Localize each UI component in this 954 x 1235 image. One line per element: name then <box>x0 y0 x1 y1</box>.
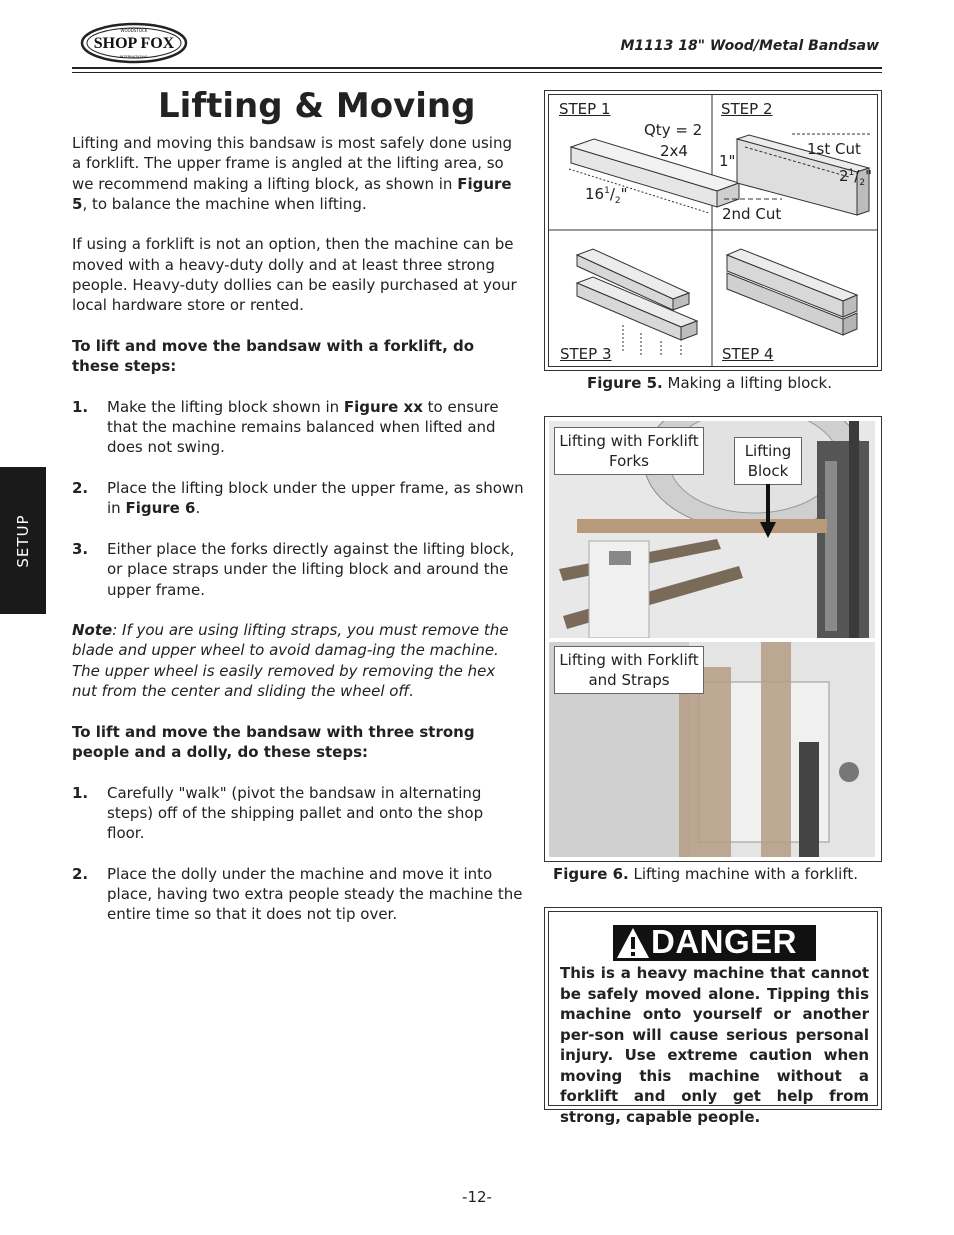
danger-warning-box <box>544 907 882 1126</box>
note-paragraph: Note: If you are using lifting straps, you must remove the blade and upper wheel to avoid damag-ing the machine. The upper wheel is easily removed by removing the hex nut from the center and sliding the wheel off. <box>72 621 509 701</box>
body-column <box>72 133 524 945</box>
step4-finished-block-illustration <box>727 249 857 335</box>
step-2-label: STEP 2 <box>721 100 773 118</box>
page-title: Lifting & Moving <box>158 86 476 126</box>
forklift-step-3: 3. Either place the forks directly against the lifting block, or place straps under the lifting block and around the upper frame. <box>72 539 515 599</box>
dolly-steps-heading: To lift and move the bandsaw with three strong people and a dolly, do these steps: <box>72 722 475 761</box>
figure-reference: Figure 5 <box>72 174 512 213</box>
step-4-label: STEP 4 <box>722 345 774 363</box>
forklift-step-2: 2. Place the lifting block under the upper frame, as shown in Figure 6. <box>72 479 524 518</box>
height-dimension: $2^1/_2$" <box>839 167 872 188</box>
length-dimension: $16^1/_2$" <box>585 185 628 206</box>
lifting-block-diagram <box>549 95 877 366</box>
dolly-step-2: 2. Place the dolly under the machine and move it into place, having two extra people steady the machine the entire time so that it does not tip over. <box>72 864 523 924</box>
logo-main-text: SHOP FOX <box>93 35 175 52</box>
shop-fox-logo <box>80 22 188 64</box>
board-size-label: 2x4 <box>660 142 688 160</box>
danger-badge-text: DANGER <box>651 923 798 960</box>
step-1-label: STEP 1 <box>559 100 611 118</box>
figure-5-caption: Figure 5. Making a lifting block. <box>587 374 833 392</box>
quantity-label: Qty = 2 <box>644 121 703 139</box>
figure-5-box <box>544 90 882 371</box>
second-cut-label: 2nd Cut <box>722 205 782 223</box>
section-tab-label: SETUP <box>14 513 32 568</box>
header-rule-thin <box>72 72 882 73</box>
intro-paragraph-1: Lifting and moving this bandsaw is most safely done using a forklift. The upper frame is angled at the lifting area, so we recommend making a lifting block, as shown in Figure 5, to balance the machine when lifting. <box>72 134 512 213</box>
danger-badge <box>613 925 816 961</box>
arrow-down-icon <box>758 484 778 540</box>
page-number: -12- <box>462 1188 492 1206</box>
one-inch-dimension: 1" <box>719 152 736 170</box>
forklift-step-1: 1. Make the lifting block shown in Figure xx to ensure that the machine remains balanced when lifted and does not swing. <box>72 397 499 457</box>
intro-paragraph-2: If using a forklift is not an option, then the machine can be moved with a heavy-duty dolly and at least three strong people. Heavy-duty dollies can be easily purchased at your local hardware store or rented. <box>72 235 517 315</box>
logo-top-text: WOODSTOCK <box>120 28 148 33</box>
header-rule <box>72 67 882 69</box>
dolly-step-1: 1. Carefully "walk" (pivot the bandsaw in alternating steps) off of the shipping pallet and onto the shop floor. <box>72 783 484 843</box>
step-3-label: STEP 3 <box>560 345 612 363</box>
step3-assembly-illustration <box>577 249 697 357</box>
label-lifting-block: Lifting Block <box>734 437 802 485</box>
first-cut-label: 1st Cut <box>807 140 861 158</box>
section-tab <box>0 467 46 614</box>
figure-6-box <box>544 416 882 862</box>
logo-bottom-text: INTERNATIONAL <box>119 55 149 59</box>
label-forklift-forks: Lifting with Forklift Forks <box>554 427 704 475</box>
forklift-steps-heading: To lift and move the bandsaw with a forklift, do these steps: <box>72 336 475 376</box>
figure-6-caption: Figure 6. Lifting machine with a forklift. <box>553 865 858 883</box>
danger-message: This is a heavy machine that cannot be safely moved alone. Tipping this machine onto yourself or another per-son will cause serious personal injury. Use extreme caution when moving this machine without a forklift and only get help from strong, capable people. <box>560 964 869 1126</box>
warning-triangle-icon <box>615 925 651 961</box>
label-forklift-straps: Lifting with Forklift and Straps <box>554 646 704 694</box>
manual-title: M1113 18" Wood/Metal Bandsaw <box>620 38 879 54</box>
